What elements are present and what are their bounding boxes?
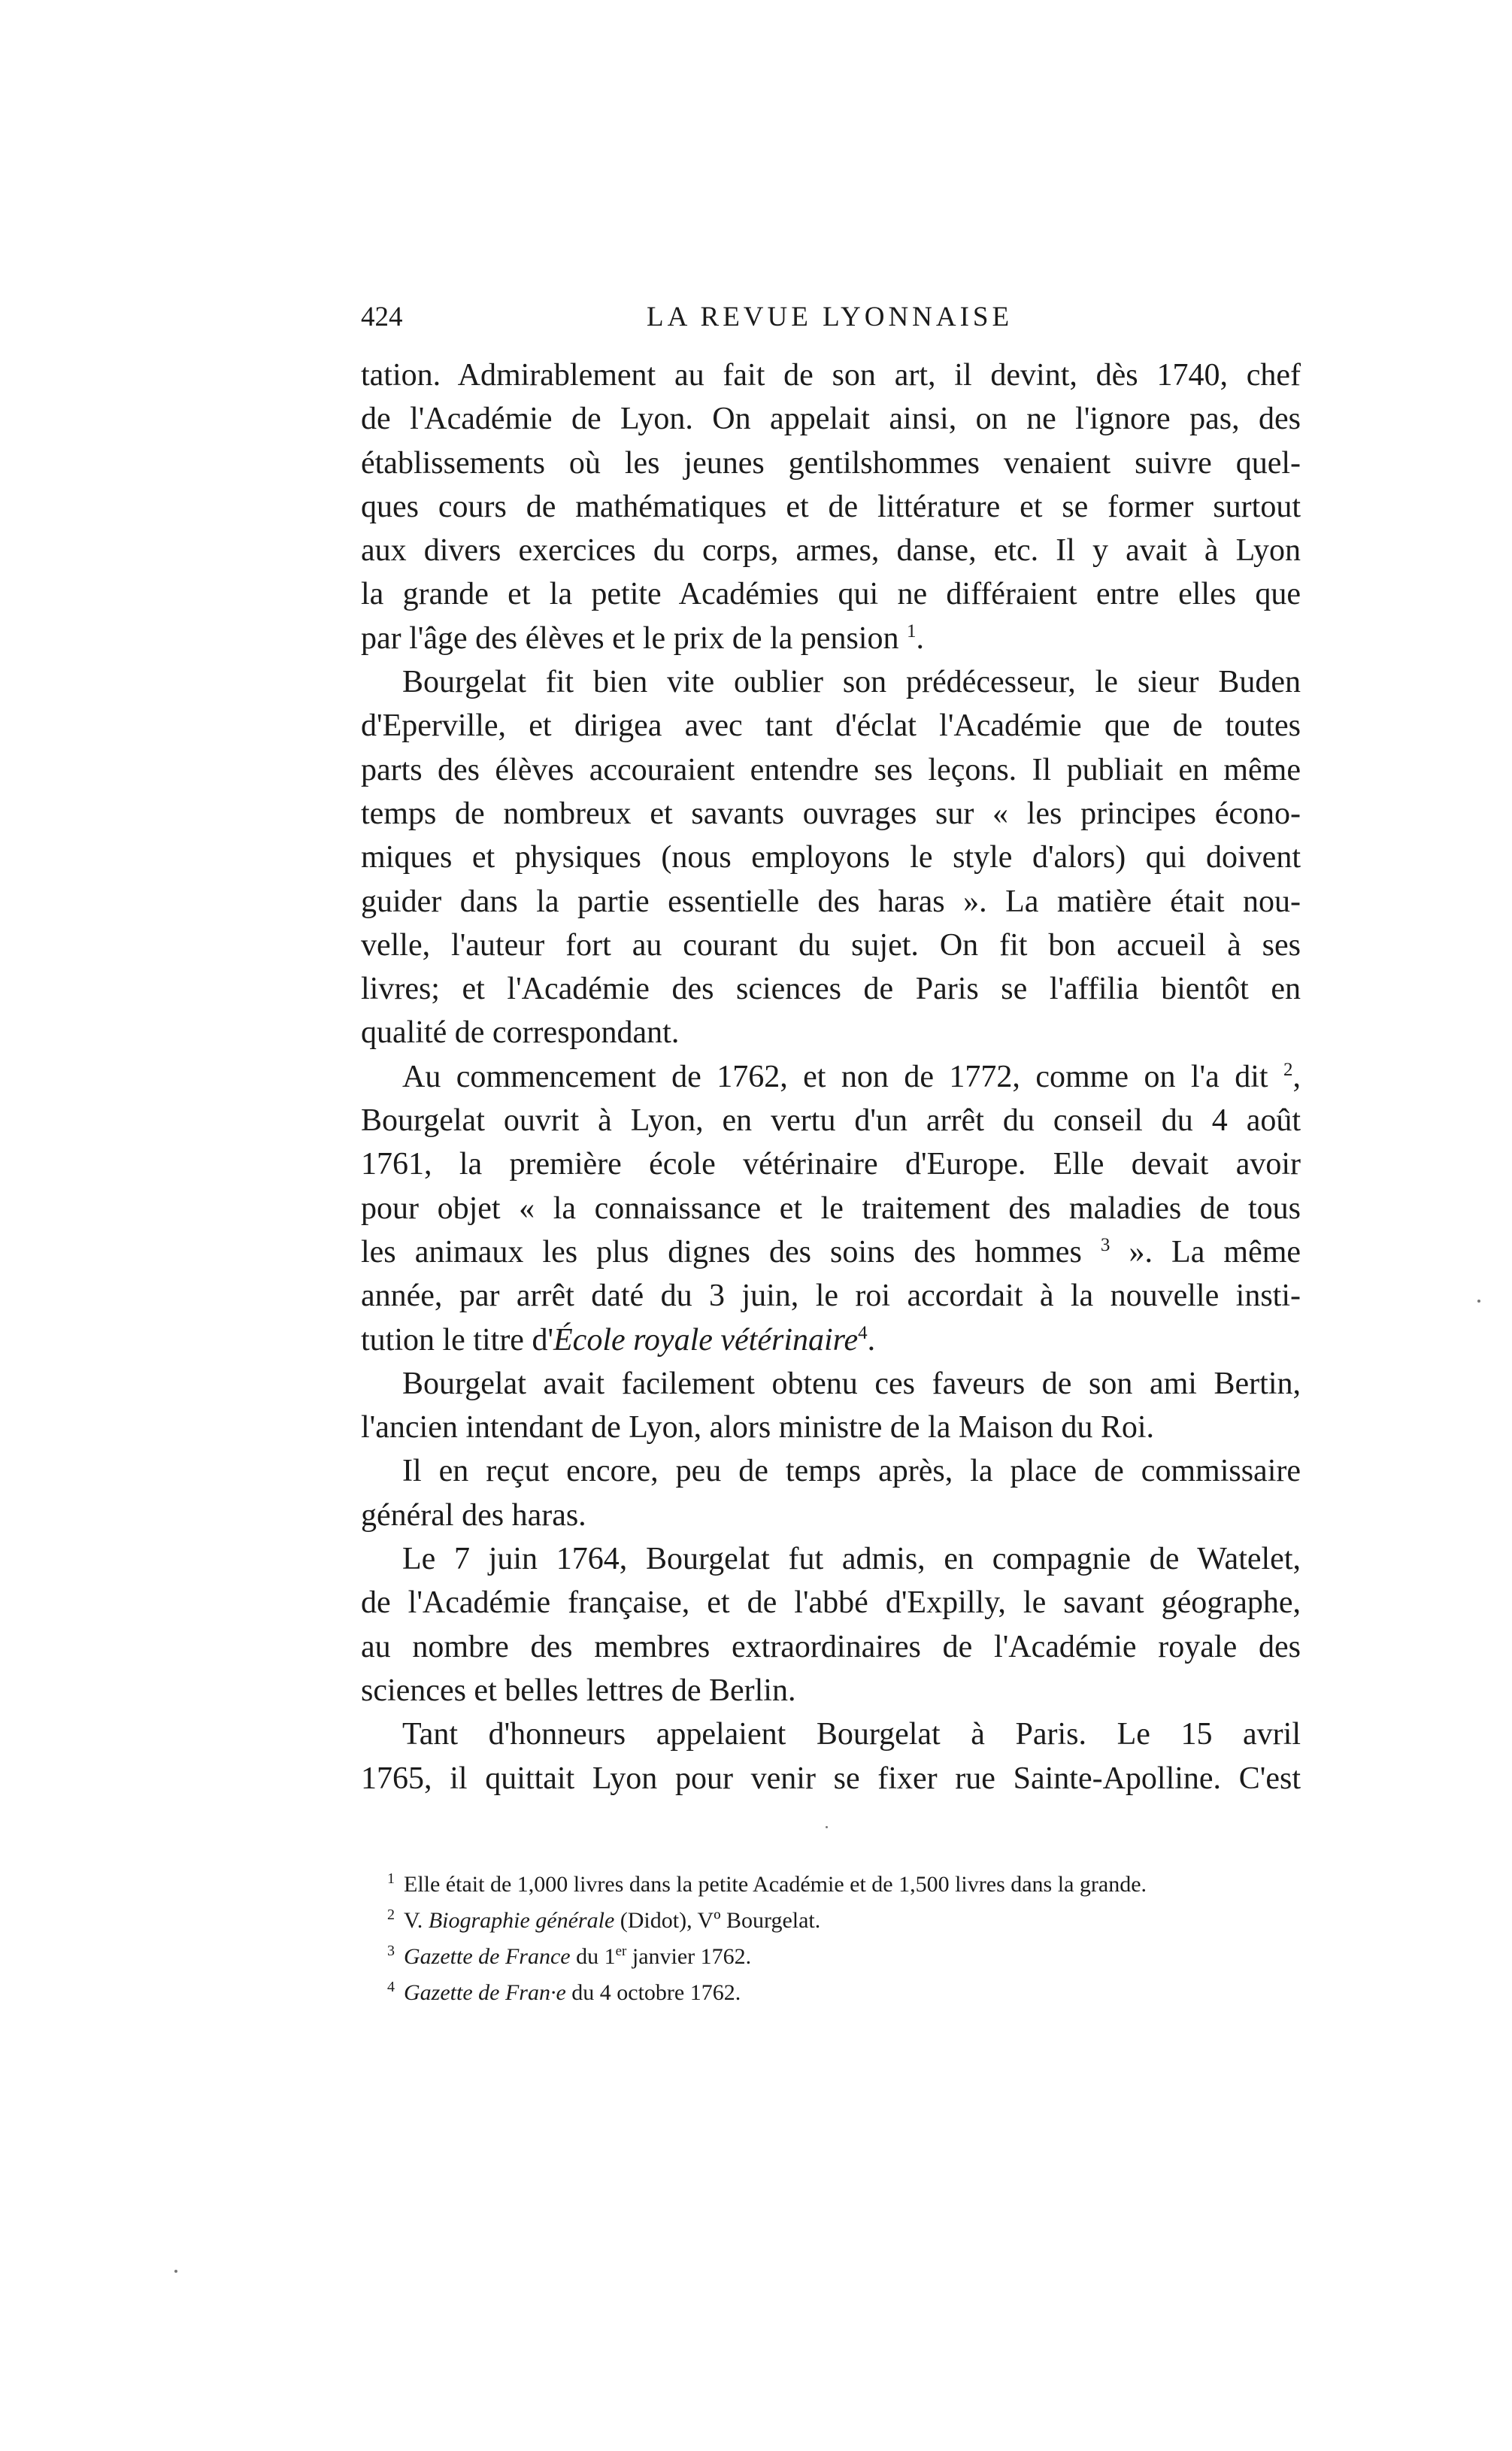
footnote-text: Elle était de 1,000 livres dans la petite Académie et de 1,500 livres dans la grande. xyxy=(404,1872,1147,1897)
text-line xyxy=(361,1055,1301,1099)
text-segment: Au commencement de 1762, et non de 1772, comme on l'a dit xyxy=(402,1059,1268,1094)
text-segment: les animaux les plus dignes des soins des hommes xyxy=(361,1234,1082,1269)
scan-speck xyxy=(826,1826,828,1828)
text-line: Bourgelat ouvrit à Lyon, en vertu d'un arrêt du conseil du 4 août xyxy=(361,1103,1301,1139)
footnote-text: (Didot), Vº Bourgelat. xyxy=(614,1908,821,1933)
text-line: ques cours de mathématiques et de littérature et se former surtout xyxy=(361,489,1301,524)
text-segment: par l'âge des élèves et le prix de la pension xyxy=(361,620,899,656)
paragraph xyxy=(361,1449,1301,1537)
text-line: établissements où les jeunes gentilshommes venaient suivre quel- xyxy=(361,445,1301,481)
footnote-reference: 3 xyxy=(1100,1234,1111,1255)
paragraph xyxy=(361,1362,1301,1450)
text-segment: ». La même xyxy=(1129,1234,1301,1269)
text-line: temps de nombreux et savants ouvrages sur « les principes écono- xyxy=(361,796,1301,831)
footnote-text: janvier 1762. xyxy=(626,1944,752,1969)
italic-title: Biographie générale xyxy=(428,1908,615,1933)
paragraph xyxy=(361,1055,1301,1362)
text-line: de l'Académie française, et de l'abbé d'Expilly, le savant géographe, xyxy=(361,1585,1301,1621)
text-line: guider dans la partie essentielle des haras ». La matière était nou- xyxy=(361,884,1301,919)
footnote xyxy=(361,1936,1301,1972)
footnote-mark: 4 xyxy=(387,1979,395,1995)
italic-title: Gazette de Fran·e xyxy=(404,1980,566,2005)
text-line: pour objet « la connaissance et le traitement des maladies de tous xyxy=(361,1191,1301,1226)
footnote-reference: 2 xyxy=(1283,1059,1293,1080)
text-line: sciences et belles lettres de Berlin. xyxy=(361,1673,796,1708)
text-line xyxy=(361,1230,1301,1274)
text-line: 1765, il quittait Lyon pour venir se fixer rue Sainte-Apolline. C'est xyxy=(361,1761,1301,1796)
text-segment: , xyxy=(1292,1059,1301,1094)
text-line: général des haras. xyxy=(361,1497,586,1533)
text-line: l'ancien intendant de Lyon, alors ministre de la Maison du Roi. xyxy=(361,1410,1155,1445)
footnote-mark: 1 xyxy=(387,1870,395,1887)
text-line: aux divers exercices du corps, armes, danse, etc. Il y avait à Lyon xyxy=(361,533,1301,569)
text-segment: . xyxy=(867,1322,876,1357)
paragraph xyxy=(361,353,1301,660)
text-line: Bourgelat fit bien vite oublier son prédécesseur, le sieur Buden xyxy=(402,665,1301,700)
footnote-mark: 3 xyxy=(387,1943,395,1959)
footnote-reference: 4 xyxy=(858,1322,868,1343)
scan-speck xyxy=(1477,1300,1480,1303)
footnote xyxy=(361,1864,1301,1900)
text-line: qualité de correspondant. xyxy=(361,1015,680,1051)
footnote-text: V. xyxy=(404,1908,429,1933)
footnote xyxy=(361,1900,1301,1936)
footnote-reference: 1 xyxy=(906,620,917,642)
paragraph xyxy=(361,1712,1301,1800)
footnote xyxy=(361,1972,1301,2008)
text-line: Il en reçut encore, peu de temps après, la place de commissaire xyxy=(402,1454,1301,1489)
text-line: tation. Admirablement au fait de son art, il devint, dès 1740, chef xyxy=(361,358,1301,393)
text-line: velle, l'auteur fort au courant du sujet. On fit bon accueil à ses xyxy=(361,927,1301,963)
text-line: miques et physiques (nous employons le style d'alors) qui doivent xyxy=(361,840,1301,875)
text-line: par l'âge des élèves et le prix de la pension $^1$. xyxy=(361,620,924,656)
running-title: LA REVUE LYONNAISE xyxy=(647,302,1014,332)
text-segment: tution le titre d' xyxy=(361,1322,554,1357)
text-line: année, par arrêt daté du 3 juin, le roi accordait à la nouvelle insti- xyxy=(361,1279,1301,1314)
italic-title: École royale vétérinaire xyxy=(553,1322,859,1357)
text-line: Le 7 juin 1764, Bourgelat fut admis, en compagnie de Watelet, xyxy=(402,1542,1301,1577)
text-line: la grande et la petite Académies qui ne différaient entre elles que xyxy=(361,577,1301,612)
text-line: 1761, la première école vétérinaire d'Europe. Elle devait avoir xyxy=(361,1147,1301,1182)
text-line xyxy=(361,1318,1301,1362)
paragraph xyxy=(361,660,1301,1055)
italic-title: Gazette de France xyxy=(404,1944,571,1969)
text-line: parts des élèves accouraient entendre ses leçons. Il publiait en même xyxy=(361,752,1301,787)
footnote-mark: 2 xyxy=(387,1907,395,1923)
text-line: livres; et l'Académie des sciences de Paris se l'affilia bientôt en xyxy=(361,972,1301,1007)
text-line: d'Eperville, et dirigea avec tant d'éclat l'Académie que de toutes xyxy=(361,708,1301,744)
page-number: 424 xyxy=(361,302,403,332)
text-line: de l'Académie de Lyon. On appelait ainsi, on ne l'ignore pas, des xyxy=(361,402,1301,437)
body-text xyxy=(361,353,1301,1800)
footnote-text: du 4 octobre 1762. xyxy=(565,1980,741,2005)
text-line: Tant d'honneurs appelaient Bourgelat à Paris. Le 15 avril xyxy=(402,1717,1301,1752)
scan-speck xyxy=(174,2270,177,2273)
paragraph xyxy=(361,1537,1301,1712)
footnotes xyxy=(361,1864,1301,2008)
footnote-text: du 1 xyxy=(570,1944,616,1969)
text-line: Bourgelat avait facilement obtenu ces faveurs de son ami Bertin, xyxy=(402,1366,1301,1401)
text-line: au nombre des membres extraordinaires de l'Académie royale des xyxy=(361,1629,1301,1664)
superscript: er xyxy=(615,1943,627,1959)
page-header xyxy=(361,301,1301,346)
